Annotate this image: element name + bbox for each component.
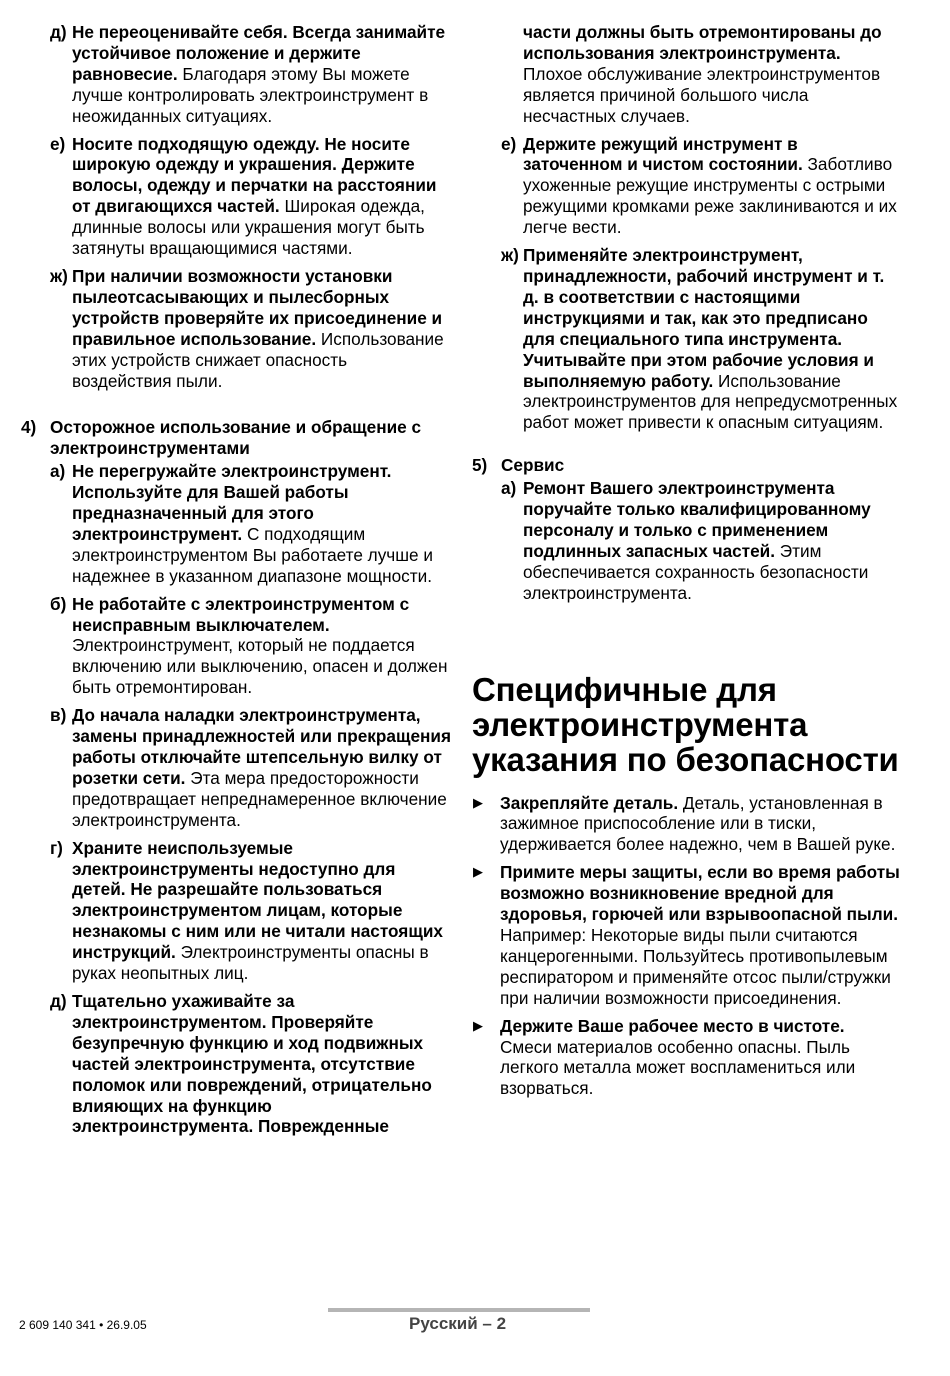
bullet-text: Например: Некоторые виды пыли считаются канцерогенными. Пользуйтесь противопылевым респиратором и применяйте отсос пыли/стружки при наличии возможности присоединения. [500, 925, 891, 1008]
item-text: Использование этих устройств снижает опасность воздействия пыли. [72, 328, 444, 391]
item-bold-text: Носите подходящую одежду. Не носите широкую одежду и украшения. Держите волосы, одежду и перчатки на расстоянии от двигающихся частей. [72, 133, 437, 217]
bullet-bold-text: Держите Ваше рабочее место в чистоте. [500, 1015, 845, 1036]
bullet-bold-text: Примите меры защиты, если во время работы возможно возникновение вредной для здоровья, горючей или взрывоопасной пыли. [500, 862, 900, 925]
item-bold-text: Держите режущий инструмент в заточенном и чистом состоянии. [523, 133, 803, 175]
item-marker: а) [50, 461, 66, 482]
list-item [21, 134, 451, 259]
item-text: С подходящим электроинструментом Вы работаете лучше и надежнее в указанном диапазоне мощности. [72, 523, 433, 586]
bullet-text: Деталь, установленная в зажимное приспособление или в тиски, удерживается более надежно, чем в Вашей руке. [500, 792, 896, 855]
left-column [21, 22, 451, 1144]
item-bold-text: Тщательно ухаживайте за электроинструментом. Проверяйте безупречную функцию и ход подвижных частей электроинструмента, отсутствие поломок или повреждений, отрицательно влияющих на функцию электроинструмента. Поврежденные [72, 990, 432, 1137]
item-text: Заботливо ухоженные режущие инструменты с острыми режущими кромками реже заклиниваются и их легче вести. [523, 154, 897, 238]
section-number: 4) [21, 417, 37, 438]
item-text: Электроинструменты опасны в руках неопытных лиц. [72, 942, 429, 984]
item-bold-text: Не переоценивайте себя. Всегда занимайте устойчивое положение и держите равновесие. [72, 22, 446, 84]
item-bold-text: Не перегружайте электроинструмент. Используйте для Вашей работы предназначенный для этого электроинструмент. [72, 461, 392, 544]
item-bold-text: Не работайте с электроинструментом с неисправным выключателем. [72, 593, 410, 635]
section-title: Осторожное использование и обращение с электроинструментами [50, 417, 422, 459]
bullet-item [472, 793, 900, 856]
item-text: Эта мера предосторожности предотвращает непреднамеренное включение электроинструмента. [72, 767, 447, 830]
item-bold-text: При наличии возможности установки пылеотсасывающих и пылесборных устройств проверяйте их присоединение и правильное использование. [72, 265, 443, 349]
item-marker: б) [50, 593, 67, 614]
item-text: Плохое обслуживание электроинструментов является причиной большого числа несчастных случаев. [523, 63, 881, 126]
triangle-bullet-icon: ▶ [473, 794, 483, 810]
item-text: Широкая одежда, длинные волосы или украшения могут быть затянуты вращающимися частями. [72, 196, 425, 259]
list-item [21, 22, 451, 127]
item-marker: е) [50, 133, 66, 154]
footer-divider [328, 1308, 590, 1312]
item-marker: ж) [501, 245, 519, 266]
section-title: Сервис [501, 455, 565, 476]
triangle-bullet-icon: ▶ [473, 864, 483, 880]
right-column [472, 22, 900, 1106]
footer-page-label: Русский – 2 [409, 1314, 507, 1333]
item-bold-text: Ремонт Вашего электроинструмента поручайте только квалифицированному персоналу и только с применением подлинных запасных частей. [523, 478, 871, 561]
item-bold-text: До начала наладки электроинструмента, замены принадлежностей или прекращения работы отключайте штепсельную вилку от розетки сети. [72, 705, 451, 788]
list-item [472, 134, 900, 239]
list-item [21, 705, 451, 830]
item-bold-text: Храните неиспользуемые электроинструменты недоступно для детей. Не разрешайте пользоваться электроинструментом лицам, которые незнакомы с ним или не читали настоящих инструкций. [72, 837, 443, 963]
section-heading-specific-safety: Специфичные для электроинструмента указания по безопасности [472, 670, 899, 778]
item-marker: д) [50, 990, 67, 1011]
item-text: Благодаря этому Вы можете лучше контролировать электроинструмент в неожиданных ситуациях. [72, 63, 429, 126]
bullet-text: Смеси материалов особенно опасны. Пыль легкого металла может воспламениться или взорваться. [500, 1036, 856, 1099]
triangle-bullet-icon: ▶ [473, 1017, 483, 1033]
item-text: Электроинструмент, который не поддается включению или выключению, опасен и должен быть отремонтирован. [72, 635, 448, 698]
bullet-item [472, 1016, 900, 1100]
section-heading-4 [21, 417, 451, 459]
item-text: Этим обеспечивается сохранность безопасности электроинструмента. [523, 540, 869, 603]
item-bold-text: части должны быть отремонтированы до использования электроинструмента. [523, 22, 882, 63]
item-bold-text: Применяйте электроинструмент, принадлежности, рабочий инструмент и т. д. в соответствии с настоящими инструкциями и так, как это предписано для специального типа инструмента. Учитывайте при этом рабочие условия и выполняемую работу. [523, 245, 885, 391]
item-marker: е) [501, 133, 517, 154]
item-marker: в) [50, 705, 67, 726]
list-item [21, 461, 451, 586]
list-item-continued [472, 22, 900, 127]
list-item [21, 991, 451, 1137]
item-marker: г) [50, 837, 63, 858]
list-item [472, 245, 900, 433]
footer-doc-id: 2 609 140 341 • 26.9.05 [19, 1318, 147, 1332]
bullet-bold-text: Закрепляйте деталь. [500, 792, 679, 813]
item-marker: а) [501, 478, 517, 499]
list-item [472, 478, 900, 603]
item-marker: д) [50, 22, 67, 42]
bullet-item [472, 862, 900, 1008]
list-item [21, 838, 451, 984]
list-item [21, 266, 451, 391]
list-item [21, 594, 451, 699]
item-text: Использование электроинструментов для непредусмотренных работ может привести к опасным ситуациям. [523, 370, 898, 433]
section-number: 5) [472, 455, 488, 476]
section-heading-5 [472, 455, 900, 476]
item-marker: ж) [50, 265, 68, 286]
